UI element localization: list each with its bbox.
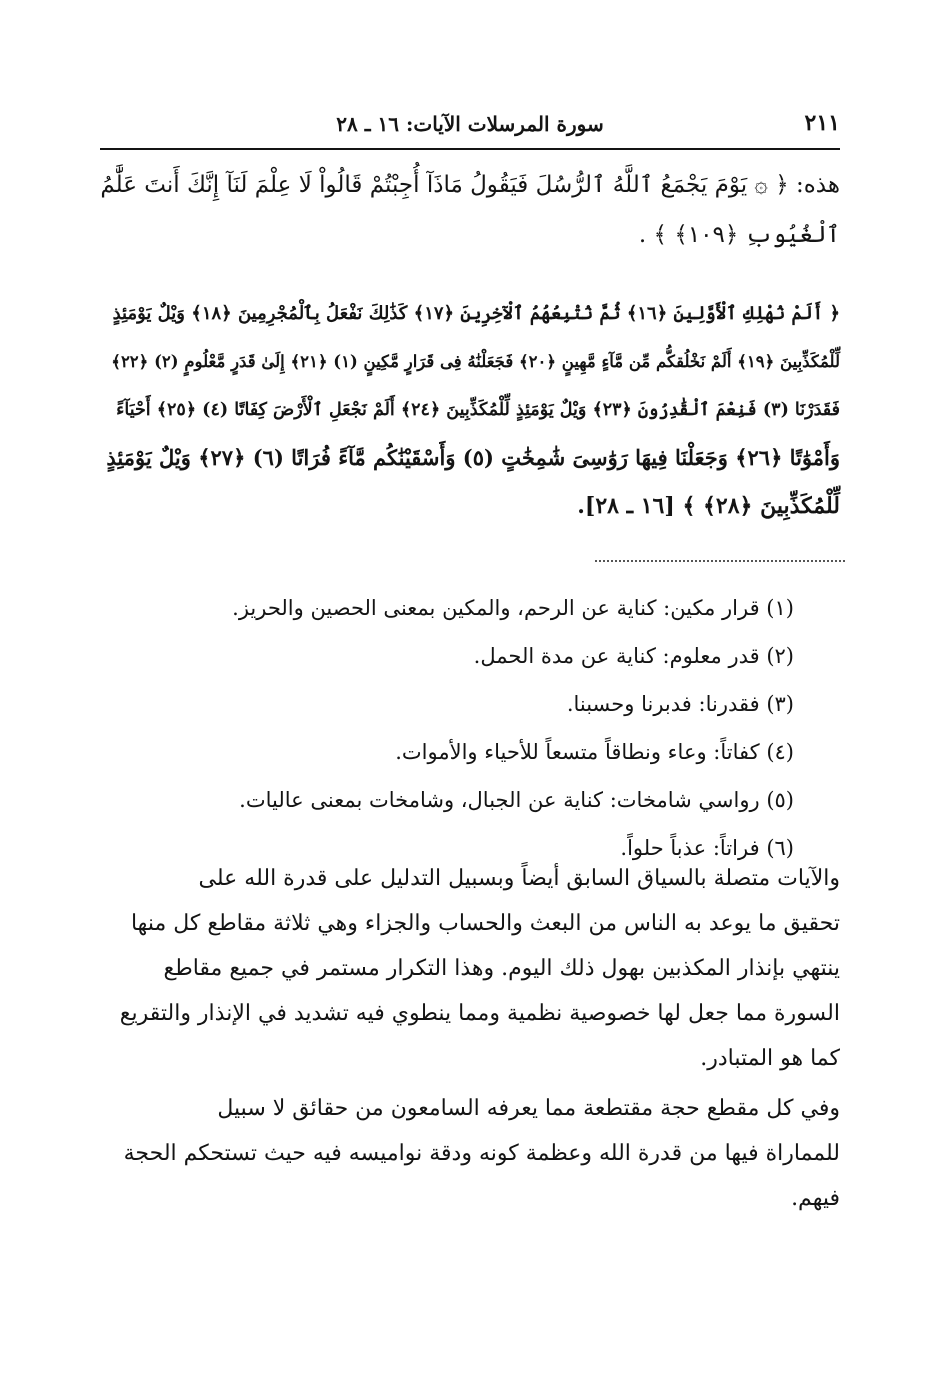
footnotes-list [94, 584, 794, 872]
verse-line: وَأَمْوَٰتًا ﴿٢٦﴾ وَجَعَلْنَا فِيهَا رَوَٰسِىَ شَٰمِخَٰتٍ (٥) وَأَسْقَيْنَٰكُم مَّآءً فُرَاتًا (٦) ﴿٢٧﴾ وَيْلٌ يَوْمَئِذٍ [106, 445, 840, 470]
footnote: (١) قرار مكين: كناية عن الرحم، والمكين بمعنى الحصين والحريز. [232, 596, 794, 620]
intro-line: هذه: ﴿ ۞ يَوْمَ يَجْمَعُ ٱللَّهُ ٱلرُّسُلَ فَيَقُولُ مَاذَآ أُجِبْتُمْ قَالُواْ لَا عِلْمَ لَنَآ إِنَّكَ أَنتَ عَلَّٰمُ [100, 172, 840, 198]
paragraph-line: كما هو المتبادر. [700, 1046, 840, 1071]
footnote-separator [595, 560, 845, 562]
intro-line: ٱلْغُيُوبِ ﴿١٠٩﴾ ﴾ . [638, 222, 840, 248]
verse-line: فَقَدَرْنَا (٣) فَنِعْمَ ٱلْقَٰدِرُونَ ﴿٢٣﴾ وَيْلٌ يَوْمَئِذٍ لِّلْمُكَذِّبِينَ ﴿٢٤﴾ أَلَمْ نَجْعَلِ ٱلْأَرْضَ كِفَاتًا (٤) ﴿٢٥﴾ أَحْيَآءً [116, 400, 840, 420]
footnote: (٣) فقدرنا: فدبرنا وحسبنا. [566, 692, 794, 716]
paragraph-line: للمماراة فيها من قدرة الله وعظمة كونه ودقة نواميسه فيه حيث تستحكم الحجة [123, 1141, 840, 1166]
verse-line: ﴿ أَلَمْ نُهْلِكِ ٱلْأَوَّلِينَ ﴿١٦﴾ ثُمَّ نُتْبِعُهُمُ ٱلْآخِرِينَ ﴿١٧﴾ كَذَٰلِكَ نَفْعَلُ بِٱلْمُجْرِمِينَ ﴿١٨﴾ وَيْلٌ يَوْمَئِذٍ [112, 303, 840, 324]
running-title: سورة المرسلات الآيات: ١٦ ـ ٢٨ [336, 112, 604, 136]
footnote: (٢) قدر معلوم: كناية عن مدة الحمل. [473, 644, 794, 668]
paragraph-line: السورة مما جعل لها خصوصية نظمية ومما ينطوي فيه تشديد في الإنذار والتقريع [119, 1001, 840, 1026]
commentary-paragraph-2 [100, 1086, 840, 1221]
verse-line: لِّلْمُكَذِّبِينَ ﴿١٩﴾ أَلَمْ نَخْلُقكُّم مِّن مَّآءٍ مَّهِينٍ ﴿٢٠﴾ فَجَعَلْنَٰهُ فِى قَرَارٍ مَّكِينٍ (١) ﴿٢١﴾ إِلَىٰ قَدَرٍ مَّعْلُومٍ (٢) ﴿٢٢﴾ [111, 352, 840, 371]
paragraph-line: تحقيق ما يوعد به الناس من البعث والحساب والجزاء وهي ثلاثة مقاطع كل منها [130, 911, 840, 936]
paragraph-line: فيهم. [791, 1186, 840, 1211]
paragraph-line: وفي كل مقطع حجة مقتطعة مما يعرفه السامعون من حقائق لا سبيل [217, 1096, 840, 1121]
footnote: (٦) فراتاً: عذباً حلواً. [620, 836, 794, 860]
header-rule [100, 148, 840, 150]
page-header [100, 110, 840, 144]
quran-verses-block [100, 290, 840, 530]
footnote: (٤) كفاتاً: وعاء ونطاقاً متسعاً للأحياء والأموات. [395, 740, 794, 764]
commentary-paragraph-1 [100, 856, 840, 1081]
footnote: (٥) رواسي شامخات: كناية عن الجبال، وشامخات بمعنى عاليات. [239, 788, 794, 812]
paragraph-line: ينتهي بإنذار المكذبين بهول ذلك اليوم. وهذا التكرار مستمر في جميع مقاطع [163, 956, 840, 981]
paragraph-line: والآيات متصلة بالسياق السابق أيضاً وبسبيل التدليل على قدرة الله على [198, 866, 840, 891]
verse-line: لِّلْمُكَذِّبِينَ ﴿٢٨﴾ ﴾ [١٦ ـ ٢٨]. [577, 493, 840, 519]
intro-verse-block [100, 160, 840, 260]
page-number: ٢١١ [804, 110, 840, 136]
